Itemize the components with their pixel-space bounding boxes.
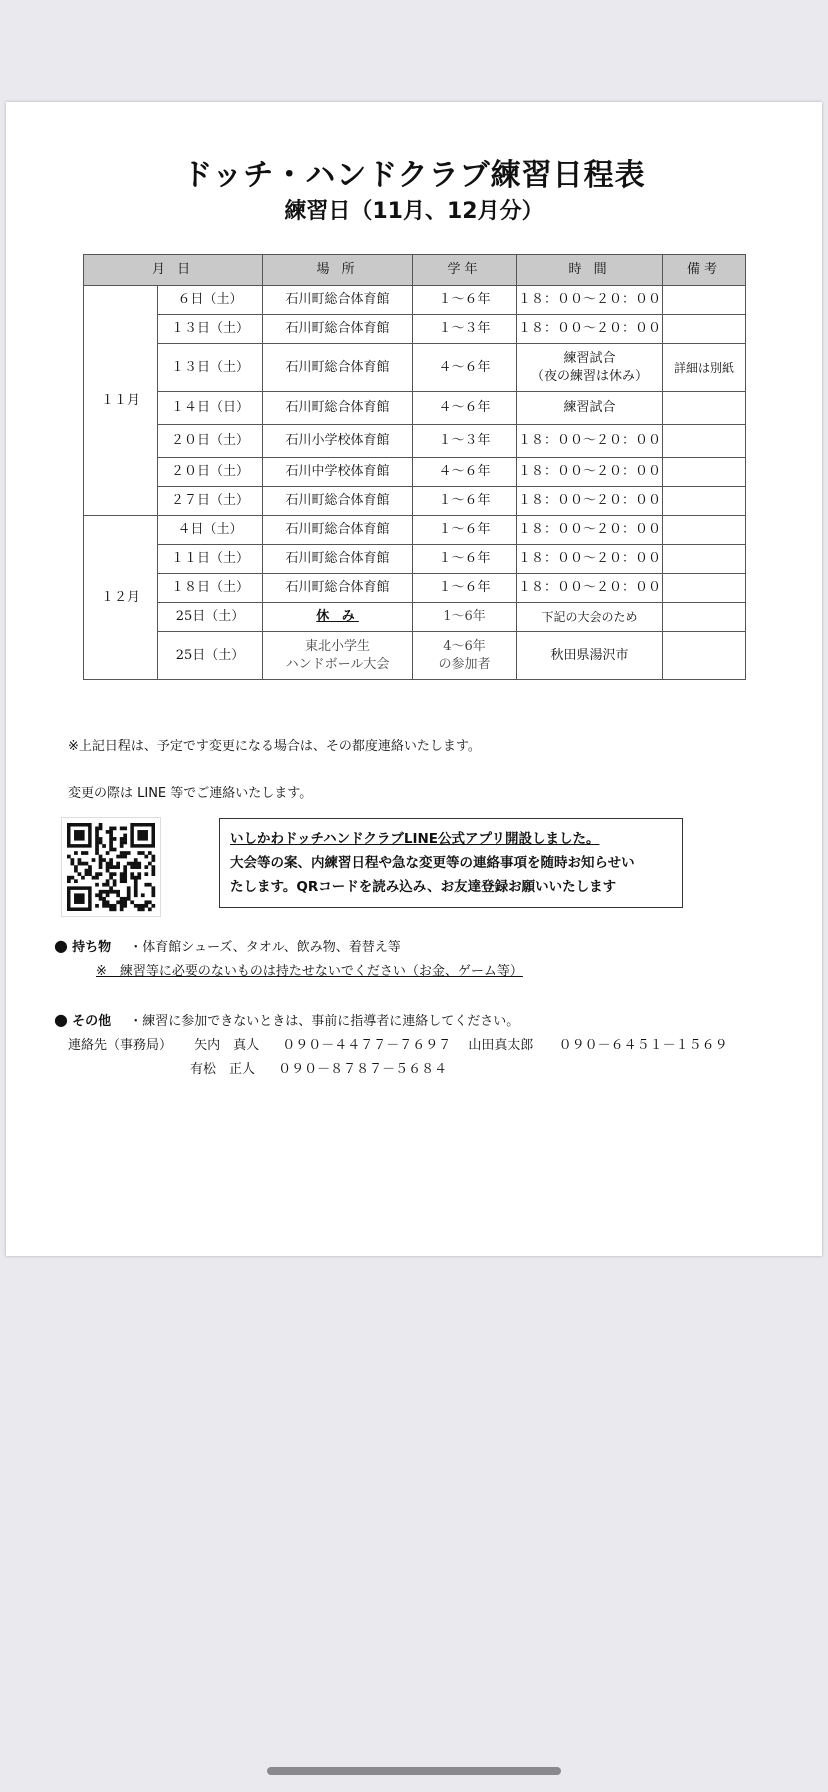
qr-code-icon [62,818,160,916]
row-note [663,487,746,516]
notice-line-2: 大会等の案、内練習日程や急な変更等の連絡事項を随時お知らせい [230,855,635,871]
table-row [84,425,746,458]
row-time: １８：００～２０：００ [517,574,663,603]
bullet-icon: ● [54,1010,68,1029]
table-row [84,458,746,487]
row-place: 石川小学校体育館 [263,425,413,458]
row-place-line2: ハンドボール大会 [285,656,390,672]
table-row [84,545,746,574]
row-grade: １～３年 [413,315,517,344]
row-note [663,603,746,632]
row-place: 石川町総合体育館 [263,344,413,392]
contact-phone: ０９０－６４５１－１５６９ [558,1038,728,1053]
row-grade: １～６年 [413,574,517,603]
month-december: １２月 [84,516,158,680]
row-date: １３日（土） [158,315,263,344]
contact-name: 有松 正人 [190,1062,256,1077]
row-time: １８：００～２０：００ [517,315,663,344]
row-note [663,632,746,680]
row-time [517,344,663,392]
row-date: ２０日（土） [158,425,263,458]
table-row [84,286,746,315]
row-note [663,545,746,574]
notice-line-3: たします。QRコードを読み込み、お友達登録お願いいたします [230,879,617,895]
table-row [84,487,746,516]
row-grade-line1: 4～6年 [443,638,486,654]
bullet-icon: ● [54,936,68,955]
header-grade: 学年 [413,255,517,286]
contact-phone: ０９０－４４７７－７６９７ [282,1038,452,1053]
row-place-line1: 東北小学生 [305,638,371,654]
row-note [663,458,746,487]
table-row [84,392,746,425]
row-time-line2: （夜の練習は休み） [531,368,649,384]
row-note [663,516,746,545]
document-page [6,102,822,1256]
contact-label: 連絡先（事務局） [68,1038,173,1053]
row-time: １８：００～２０：００ [517,516,663,545]
row-place: 石川町総合体育館 [263,516,413,545]
belongings-label: 持ち物 [72,940,112,955]
schedule-change-note: ※上記日程は、予定です変更になる場合は、その都度連絡いたします。 [68,739,481,754]
row-note [663,574,746,603]
row-time: 練習試合 [517,392,663,425]
contact-row-2 [190,1058,447,1077]
row-place: 石川町総合体育館 [263,392,413,425]
row-date: １１日（土） [158,545,263,574]
header-place: 場 所 [263,255,413,286]
row-place: 石川町総合体育館 [263,286,413,315]
other-label: その他 [72,1014,112,1029]
row-note [663,425,746,458]
row-grade: 1～6年 [413,603,517,632]
page-subtitle: 練習日（11月、12月分） [284,199,544,224]
row-grade: １～６年 [413,286,517,315]
row-date: ４日（土） [158,516,263,545]
closed-label: 休 み [316,609,359,624]
header-date: 月 日 [84,255,263,286]
row-time: 秋田県湯沢市 [517,632,663,680]
row-date: 25日（土） [158,632,263,680]
row-date: １４日（日） [158,392,263,425]
contact-name: 山田真太郎 [468,1038,534,1053]
row-date: 25日（土） [158,603,263,632]
table-row [84,516,746,545]
row-grade [413,632,517,680]
table-row [84,574,746,603]
header-remarks: 備考 [663,255,746,286]
home-indicator[interactable] [267,1767,561,1775]
row-place: 石川町総合体育館 [263,487,413,516]
row-time: １８：００～２０：００ [517,458,663,487]
row-place [263,632,413,680]
row-time: １８：００～２０：００ [517,545,663,574]
belongings-section [54,936,401,955]
belongings-warning: ※ 練習等に必要のないものは持たせないでください（お金、ゲーム等） [96,964,523,979]
row-time: １８：００～２０：００ [517,286,663,315]
row-place-closed [263,603,413,632]
row-place: 石川町総合体育館 [263,545,413,574]
row-date: １８日（土） [158,574,263,603]
row-grade: ４～６年 [413,458,517,487]
row-time: １８：００～２０：００ [517,425,663,458]
row-grade-line2: の参加者 [438,656,491,672]
row-place: 石川町総合体育館 [263,315,413,344]
table-row [84,603,746,632]
other-section [54,1010,519,1029]
belongings-items: ・体育館シューズ、タオル、飲み物、着替え等 [129,940,401,955]
row-grade: ４～６年 [413,392,517,425]
row-grade: １～３年 [413,425,517,458]
table-row [84,344,746,392]
row-time-line1: 練習試合 [563,350,616,366]
schedule-table [83,254,746,680]
row-note [663,392,746,425]
row-date: ２７日（土） [158,487,263,516]
qr-code [61,817,161,917]
row-date: ２０日（土） [158,458,263,487]
contact-phone: ０９０－８７８７－５６８４ [278,1062,448,1077]
contact-name: 矢内 真人 [194,1038,260,1053]
row-note [663,315,746,344]
line-notice-box [219,818,683,908]
row-note [663,286,746,315]
row-place: 石川中学校体育館 [263,458,413,487]
header-time: 時 間 [517,255,663,286]
table-row [84,632,746,680]
line-contact-note: 変更の際は LINE 等でご連絡いたします。 [68,786,313,801]
other-text: ・練習に参加できないときは、事前に指導者に連絡してください。 [129,1014,520,1029]
table-row [84,315,746,344]
row-place: 石川町総合体育館 [263,574,413,603]
notice-line-1: いしかわドッチハンドクラブLINE公式アプリ開設しました。 [230,831,600,847]
row-grade: １～６年 [413,545,517,574]
row-date: ６日（土） [158,286,263,315]
row-time: １８：００～２０：００ [517,487,663,516]
row-time: 下記の大会のため [517,603,663,632]
row-date: １３日（土） [158,344,263,392]
row-grade: １～６年 [413,516,517,545]
row-grade: ４～６年 [413,344,517,392]
month-november: １１月 [84,286,158,516]
row-note: 詳細は別紙 [663,344,746,392]
page-title: ドッチ・ハンドクラブ練習日程表 [182,158,646,193]
row-grade: １～６年 [413,487,517,516]
contact-row-1 [68,1034,728,1053]
